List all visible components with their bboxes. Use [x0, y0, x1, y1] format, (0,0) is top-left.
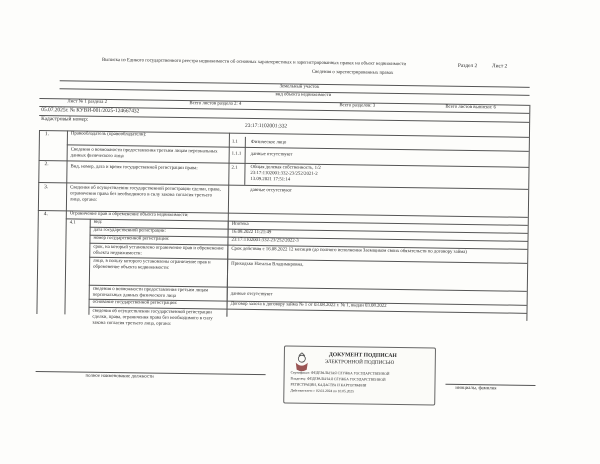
encumbrance-type-value: Ипотека	[231, 221, 249, 227]
name-caption: инициалы, фамилия	[455, 385, 497, 392]
sections-count: Всего разделов: 3	[339, 103, 376, 109]
row1-label: Правообладатель (правообладатели):	[70, 131, 147, 138]
reg-number-label: номер государственной регистрации:	[93, 235, 170, 242]
stamp-line6: Действителен: с 02.02.2024 по 10.05.2025	[290, 388, 354, 394]
beneficiary-label: лицо, в пользу которого установлены ограничение прав и обременение объекта недвижимости:	[93, 258, 211, 271]
total-sheets: Всего листов выписки: 6	[445, 104, 496, 111]
stamp-line1: ДОКУМЕНТ ПОДПИСАН	[328, 352, 397, 360]
term-value: Срок действия с 16.08.2022 12 месяцев (до полного исполнения Заемщиком своих обязательств по договору займа)	[231, 246, 467, 255]
row2-value-date: 13.09.2021 17:51:14	[250, 176, 291, 183]
extract-title: Выписка из Единого государственного реестра недвижимости об основных характеристиках и зарегистрированных правах на объект недвижимости	[101, 57, 407, 68]
subtitle: Сведения о зарегистрированных правах	[311, 69, 394, 76]
object-type-caption: вид объекта недвижимости	[275, 92, 332, 99]
stamp-line4: Владелец: ФЕДЕРАЛЬНАЯ СЛУЖБА ГОСУДАРСТВЕННОЙ	[290, 376, 386, 382]
row4-label: Ограничение прав и обременение объекта недвижимости:	[69, 211, 189, 219]
row1b-value: данные отсутствуют	[250, 151, 293, 158]
divider	[39, 115, 529, 123]
table-border	[226, 221, 228, 317]
row1b-label: Сведения о возможности предоставления третьим лицам персональных данных физического лица	[70, 147, 218, 160]
object-type: Земельный участок	[279, 84, 320, 90]
row1-value: Физическое лицо	[250, 139, 287, 146]
cadastral-number: 23:17:1102001:332	[245, 122, 288, 130]
reg-number-value: 23:17:1102001:332-23/252/2022-3	[231, 237, 299, 244]
cadastral-label: Кадастровый номер:	[41, 116, 89, 123]
basis-value: Договор залога к договору займа № 1 от 03.08.2022 г. № 1, выдан 03.08.2022	[230, 301, 387, 309]
position-caption: полное наименование должности	[85, 373, 154, 380]
row3-value: данные отсутствуют	[250, 187, 292, 194]
row2-value-type: Общая долевая собственность, 1/2	[250, 164, 321, 171]
term-label: срок, на который установлено ограничение прав и обременение объекта недвижимости:	[93, 244, 224, 257]
section-label: Раздел 2	[457, 62, 478, 70]
encumbrance-type-label: вид:	[93, 219, 103, 225]
row3-label: Сведения об осуществлении государственной регистрации сделки, права, ограничения права без необходимого в силу закона согласия третьего лица, органа:	[69, 185, 221, 203]
reg-date-value: 16.08.2022 11:21:49	[231, 229, 272, 236]
table-border	[36, 130, 40, 314]
pd-value: данные отсутствуют	[230, 291, 273, 298]
row2-label: Вид, номер, дата и время государственной регистрации права:	[70, 164, 198, 172]
sheets-section: Всего листов раздела 2: 4	[189, 101, 242, 107]
row41-sub: 4.1	[69, 220, 76, 226]
table-border	[88, 219, 90, 315]
row2-value-number: 23:17:1102001:332-23/252/2021-2	[250, 170, 318, 177]
table-border	[244, 163, 245, 185]
date-number: 05.07.2025г. № КУВИ-001/2025-124667432	[41, 107, 140, 115]
extract-sheet	[35, 58, 562, 415]
table-border	[64, 130, 68, 314]
stamp-line2: ЭЛЕКТРОННОЙ ПОДПИСЬЮ	[324, 359, 395, 366]
basis-label: основание государственной регистрации:	[92, 299, 178, 306]
stamp-line5: РЕГИСТРАЦИИ, КАДАСТРА И КАРТОГРАФИИ	[290, 382, 367, 388]
sheet-label: Лист 2	[491, 63, 508, 70]
beneficiary-value: Приходько Наталья Владимировна,	[231, 261, 304, 268]
electronic-signature-stamp	[283, 345, 436, 405]
row2-num: 2.	[44, 161, 49, 168]
no-consent-label: сведения об осуществлении государственной регистрации сделки, права, ограничения права без необходимого в силу закона согласия третьего лица, органа:	[92, 308, 213, 327]
row1-sub: 1.1	[231, 139, 238, 145]
row3-num: 3.	[44, 184, 49, 191]
divider	[66, 218, 528, 225]
stamp-line3: Сертификат: ФЕДЕРАЛЬНАЯ СЛУЖБА ГОСУДАРСТВЕННОЙ	[290, 370, 390, 376]
row1-num: 1.	[44, 131, 50, 138]
row1b-sub: 1.1.1	[231, 151, 242, 157]
reg-date-label: дата государственной регистрации:	[93, 227, 166, 234]
table-border	[245, 137, 246, 163]
sheet-of-section: Лист № 1 раздела 2	[67, 99, 108, 105]
pd-label: сведения о возможности предоставления третьим лицам персональных данных физического лица	[92, 286, 209, 299]
row2-sub: 2.1	[231, 165, 238, 171]
row4-num: 4.	[43, 211, 48, 218]
